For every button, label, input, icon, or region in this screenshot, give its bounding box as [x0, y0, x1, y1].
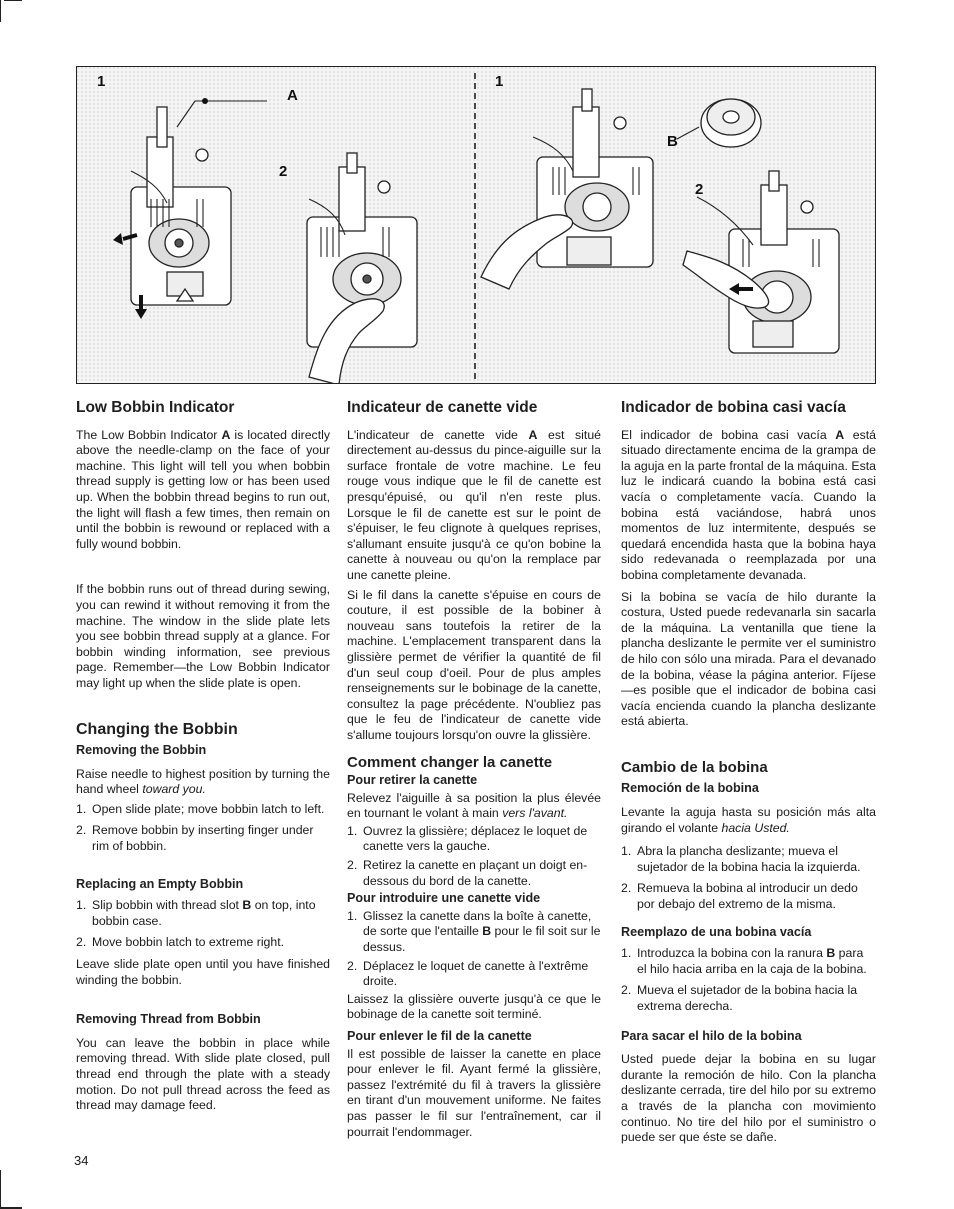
page-number: 34	[74, 1153, 89, 1168]
bobbin-illustration	[76, 66, 876, 384]
removing-bobbin-title: Pour retirer la canette	[347, 773, 478, 788]
replacing-bobbin-title: Reemplazo de una bobina vacía	[621, 924, 812, 939]
list-item: 1. Ouvrez la glissière; déplacez le loquet de canette vers la gauche.	[347, 823, 588, 854]
column-english	[76, 400, 330, 1114]
list-item: 1. Open slide plate; move bobbin latch to left.	[76, 801, 325, 816]
removing-thread-title: Para sacar el hilo de la bobina	[621, 1028, 802, 1043]
removing-bobbin-title: Remoción de la bobina	[621, 781, 759, 796]
replacing-steps	[347, 909, 601, 990]
removing-steps	[76, 802, 330, 855]
replacing-steps	[621, 946, 876, 1014]
replacing-bobbin-title: Replacing an Empty Bobbin	[76, 876, 244, 891]
section-title: Indicateur de canette vide	[347, 399, 538, 416]
rewind-paragraph: If the bobbin runs out of thread during sewing, you can rewind it without removing it from the machine. The window in the slide plate lets you see bobbin thread supply at a glance. For bobbin winding information, see previous page. Remember—the Low Bobbin Indicator may light up when the slide plate is open.	[76, 582, 330, 690]
intro-paragraph: L'indicateur de canette vide A est situé directement au-dessus du pince-aiguille sur la surface frontale de votre machine. Le feu rouge vous indique que le fil de canette est presqu'épuisé, ou qu'il n'en reste plus. Lorsque le fil de canette est sur le point de s'épuiser, le feu clignote à quelques reprises, s'allumant ensuite jusqu'à ce qu'on bobine la canette à nouveau ou qu'on la remplace par une canette pleine.	[347, 427, 601, 582]
list-item: 2. Retirez la canette en plaçant un doigt en-dessous du bord de la canette.	[347, 858, 588, 888]
crop-mark-top	[4, 0, 22, 1]
list-item: 2. Déplacez le loquet de canette à l'extrême droite.	[347, 958, 589, 989]
replacing-note: Laissez la glissière ouverte jusqu'à ce que le bobinage de la canette soit terminé.	[347, 991, 601, 1022]
column-french	[347, 400, 601, 1140]
replacing-note: Leave slide plate open until you have finished winding the bobbin.	[76, 957, 330, 987]
illustration-drawing	[77, 67, 876, 384]
removing-intro: Levante la aguja hasta su posición más alta girando el volante hacia Usted.	[621, 805, 876, 835]
removing-steps	[347, 824, 601, 889]
list-item: 2. Mueva el sujetador de la bobina hacia la extrema derecha.	[621, 983, 858, 1013]
list-item: 1. Slip bobbin with thread slot B on top, into bobbin case.	[76, 898, 316, 928]
figure-label-B: B	[667, 133, 678, 150]
figure-label-right-2: 2	[695, 181, 704, 198]
column-spanish	[621, 400, 876, 1146]
removing-intro: Relevez l'aiguille à sa position la plus élevée en tournant le volant à main vers l'avant.	[347, 790, 601, 821]
replacing-bobbin-title: Pour introduire une canette vide	[347, 891, 541, 906]
figure-label-left-2: 2	[279, 163, 288, 180]
crop-mark-bottom-left	[0, 1170, 1, 1209]
removing-bobbin-title: Removing the Bobbin	[76, 743, 207, 758]
list-item: 2. Remove bobbin by inserting finger under rim of bobbin.	[76, 823, 314, 854]
changing-bobbin-title: Comment changer la canette	[347, 754, 553, 772]
removing-thread-text: Il est possible de laisser la canette en place pour enlever le fil. Ayant fermé la glissière, passez l'extrémité du fil à travers la glissière en tirant d'un mouvement uniforme. Ne faites pas passer le fil sur l'entraînement, car il pourrait l'endommager.	[347, 1046, 601, 1139]
rewind-paragraph: Si la bobina se vacía de hilo durante la costura, Usted puede redevanarla sin sacarla de la máquina. La ventanilla que tiene la plancha deslizante le permite ver el suministro de hilo con sólo una mirada. Para el devanado de la bobina, véase la página anterior. Fíjese—es posible que el indicador de bobina casi vacía encienda cuando la plancha deslizante está abierta.	[621, 589, 876, 729]
list-item: 1. Glissez la canette dans la boîte à canette, de sorte que l'entaille B pour le fil soit sur le dessus.	[347, 908, 601, 954]
section-title: Indicador de bobina casi vacía	[621, 399, 846, 416]
list-item: 2. Move bobbin latch to extreme right.	[76, 935, 285, 950]
removing-thread-title: Removing Thread from Bobbin	[76, 1012, 261, 1027]
list-item: 1. Introduzca la bobina con la ranura B para el hilo hacia arriba en la caja de la bobina.	[621, 946, 867, 976]
intro-paragraph: The Low Bobbin Indicator A is located directly above the needle-clamp on the face of your machine. This light will tell you when bobbin thread supply is getting low or has been used up. When the bobbin thread begins to run out, the light will flash a few times, then remain on until the bobbin is rewound or replaced with a fully wound bobbin.	[76, 427, 331, 551]
removing-steps	[621, 844, 876, 912]
removing-thread-title: Pour enlever le fil de la canette	[347, 1028, 532, 1043]
intro-paragraph: El indicador de bobina casi vacía A está situado directamente encima de la grampa de la aguja en la parte frontal de la máquina. Esta luz le indicará cuando la bobina está casi vacía o completamente vacía. Cuando la bobina está vaciándose, habrá unos momentos de luz intermitente, después se quedará encendida hasta que la bobina haya sido redevanada o reemplazada por una bobina completamente devanada.	[621, 427, 876, 582]
changing-bobbin-title: Cambio de la bobina	[621, 758, 768, 776]
crop-mark-top-left	[0, 0, 1, 22]
replacing-steps	[76, 898, 330, 951]
removing-thread-text: Usted puede dejar la bobina en su lugar durante la remoción de hilo. Con la plancha deslizante cerrada, tire del hilo por su extremo a través de la plancha con movimiento continuo. No tire del hilo por el suministro o puede ser que éste se dañe.	[621, 1052, 876, 1145]
changing-bobbin-title: Changing the Bobbin	[76, 720, 238, 738]
figure-label-A: A	[287, 87, 298, 104]
figure-label-left-1: 1	[97, 73, 106, 90]
rewind-paragraph: Si le fil dans la canette s'épuise en cours de couture, il est possible de la bobiner à nouveau sans toutefois la retirer de la machine. L'emplacement transparent dans la glissière permet de vérifier la quantité de fil d'un seul coup d'oeil. Pour de plus amples renseignements sur le bobinage de la canette, consultez la page précédente. N'oubliez pas que le feu de l'indicateur de canette vide s'allume toujours lorsqu'on ouvre la glissière.	[347, 587, 601, 742]
removing-intro: Raise needle to highest position by turning the hand wheel toward you.	[76, 766, 330, 797]
list-item: 2. Remueva la bobina al introducir un dedo por debajo del extremo de la misma.	[621, 881, 858, 912]
section-title: Low Bobbin Indicator	[76, 399, 235, 416]
removing-thread-text: You can leave the bobbin in place while removing thread. With slide plate closed, pull thread end through the plate with a steady motion. Do not pull thread across the feed as thread may damage feed.	[76, 1035, 330, 1113]
figure-label-right-1: 1	[495, 73, 504, 90]
list-item: 1. Abra la plancha deslizante; mueva el sujetador de la bobina hacia la izquierda.	[621, 844, 861, 874]
